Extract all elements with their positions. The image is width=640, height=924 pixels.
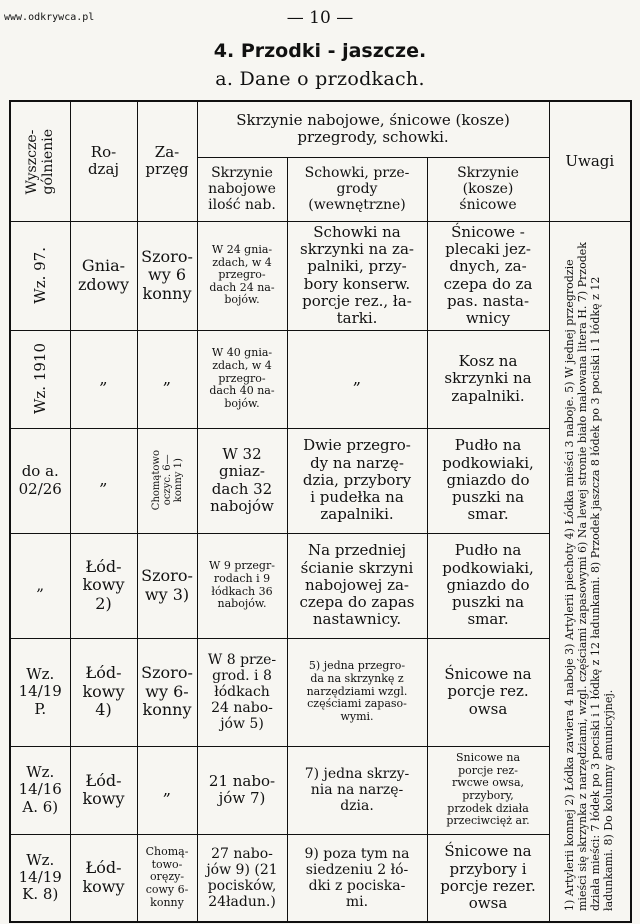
cell-wyszczegolnienie: Wz. 97. xyxy=(10,221,70,330)
header-schowki: Schowki, prze- grody (wewnętrzne) xyxy=(287,157,427,221)
cell-nabojowe: W 8 prze- grod. i 8 łódkach 24 nabo- jów 5) xyxy=(197,638,287,746)
table-row xyxy=(10,330,631,428)
header-rodzaj: Ro- dzaj xyxy=(70,101,137,221)
header-skrzynie-group: Skrzynie nabojowe, śnicowe (kosze) przegrody, schowki. xyxy=(197,101,549,157)
page-number: — 10 — xyxy=(286,8,354,28)
uwagi-footnotes: 1) Artylerii konnej 2) Łódka zawiera 4 naboje 3) Artylerii piechoty 4) Łódka mieści 3 naboje. 5) W jednej przegrodzie mieści się skrzynka z narzędziami, wzgl. częściami zapasowymi 6) Na lewej stronie biało malowana litera H. 7) Przodek działa mieści: 7 łódek po 3 pociski i 1 łódkę z 12 ładunkami. 8) Przodek jaszcza 8 łódek po 3 pociski i 1 łódkę z 12 ładunkami. 8) Do kolumny amunicyjnej. xyxy=(562,242,615,912)
cell-zaprzeg: Chomą- towo- oręzy- cowy 6- konny xyxy=(137,834,197,922)
limbers-table xyxy=(9,100,632,923)
cell-nabojowe: W 24 gnia- zdach, w 4 przegro- dach 24 na- bojów. xyxy=(197,221,287,330)
cell-uwagi-notes xyxy=(549,221,631,922)
cell-rodzaj: Łód- kowy xyxy=(70,746,137,834)
table-row xyxy=(10,746,631,834)
header-skrzynie-nabojowe: Skrzynie nabojowe ilość nab. xyxy=(197,157,287,221)
table-row xyxy=(10,638,631,746)
site-watermark: www.odkrywca.pl xyxy=(4,12,95,23)
cell-schowki: 9) poza tym na siedzeniu 2 łó- dki z pociska- mi. xyxy=(287,834,427,922)
cell-nabojowe: W 32 gniaz- dach 32 nabojów xyxy=(197,428,287,533)
cell-rodzaj: Gnia- zdowy xyxy=(70,221,137,330)
cell-snicowe: Śnicowe na przybory i porcje rezer. owsa xyxy=(427,834,549,922)
cell-wyszczegolnienie: „ xyxy=(10,533,70,638)
cell-zaprzeg: Szoro- wy 3) xyxy=(137,533,197,638)
cell-rodzaj: Łód- kowy 4) xyxy=(70,638,137,746)
cell-rodzaj: „ xyxy=(70,330,137,428)
cell-schowki: „ xyxy=(287,330,427,428)
header-uwagi: Uwagi xyxy=(549,101,631,221)
table-row xyxy=(10,834,631,922)
header-wyszczegolnienie: Wyszcze- gólnienie xyxy=(10,101,70,221)
cell-zaprzeg: Szoro- wy 6- konny xyxy=(137,638,197,746)
cell-rodzaj: Łód- kowy xyxy=(70,834,137,922)
table-row xyxy=(10,428,631,533)
cell-schowki: Dwie przegro- dy na narzę- dzia, przybory i pudełka na zapalniki. xyxy=(287,428,427,533)
header-row-1 xyxy=(10,101,631,157)
cell-nabojowe: W 40 gnia- zdach, w 4 przegro- dach 40 na- bojów. xyxy=(197,330,287,428)
table-row xyxy=(10,533,631,638)
cell-zaprzeg: „ xyxy=(137,746,197,834)
cell-snicowe: Kosz na skrzynki na zapalniki. xyxy=(427,330,549,428)
cell-wyszczegolnienie: Wz. 14/19 K. 8) xyxy=(10,834,70,922)
cell-snicowe: Śnicowe na porcje rez. owsa xyxy=(427,638,549,746)
section-heading: 4. Przodki - jaszcze. xyxy=(213,40,427,62)
table-row xyxy=(10,221,631,330)
cell-schowki: 5) jedna przegro- da na skrzynkę z narzędziami wzgl. częściami zapaso- wymi. xyxy=(287,638,427,746)
cell-schowki: Na przedniej ścianie skrzyni nabojowej za- czepa do zapas nastawnicy. xyxy=(287,533,427,638)
cell-snicowe: Pudło na podkowiaki, gniazdo do puszki na smar. xyxy=(427,533,549,638)
cell-schowki: 7) jedna skrzy- nia na narzę- dzia. xyxy=(287,746,427,834)
cell-rodzaj: Łód- kowy 2) xyxy=(70,533,137,638)
section-subheading: a. Dane o przodkach. xyxy=(215,68,425,90)
cell-wyszczegolnienie: Wz. 1910 xyxy=(10,330,70,428)
cell-rodzaj: „ xyxy=(70,428,137,533)
header-zaprzeg: Za- przęg xyxy=(137,101,197,221)
cell-zaprzeg: „ xyxy=(137,330,197,428)
cell-wyszczegolnienie: Wz. 14/16 A. 6) xyxy=(10,746,70,834)
cell-wyszczegolnienie: do a. 02/26 xyxy=(10,428,70,533)
cell-snicowe: Śnicowe - plecaki jez- dnych, za- czepa do za pas. nasta- wnicy xyxy=(427,221,549,330)
cell-zaprzeg: Szoro- wy 6 konny xyxy=(137,221,197,330)
cell-snicowe: Snicowe na porcje rez- rwcwe owsa, przybory, przodek działa przeciwcięż ar. xyxy=(427,746,549,834)
cell-nabojowe: W 9 przegr- rodach i 9 łódkach 36 nabojów. xyxy=(197,533,287,638)
cell-schowki: Schowki na skrzynki na za- palniki, przy- bory konserw. porcje rez., ła- tarki. xyxy=(287,221,427,330)
header-skrzynie-snicowe: Skrzynie (kosze) śnicowe xyxy=(427,157,549,221)
cell-nabojowe: 21 nabo- jów 7) xyxy=(197,746,287,834)
cell-nabojowe: 27 nabo- jów 9) (21 pocisków, 24ładun.) xyxy=(197,834,287,922)
cell-zaprzeg: Chomątowo oczyc. 6— konny 1) xyxy=(137,428,197,533)
cell-wyszczegolnienie: Wz. 14/19 P. xyxy=(10,638,70,746)
cell-snicowe: Pudło na podkowiaki, gniazdo do puszki na smar. xyxy=(427,428,549,533)
